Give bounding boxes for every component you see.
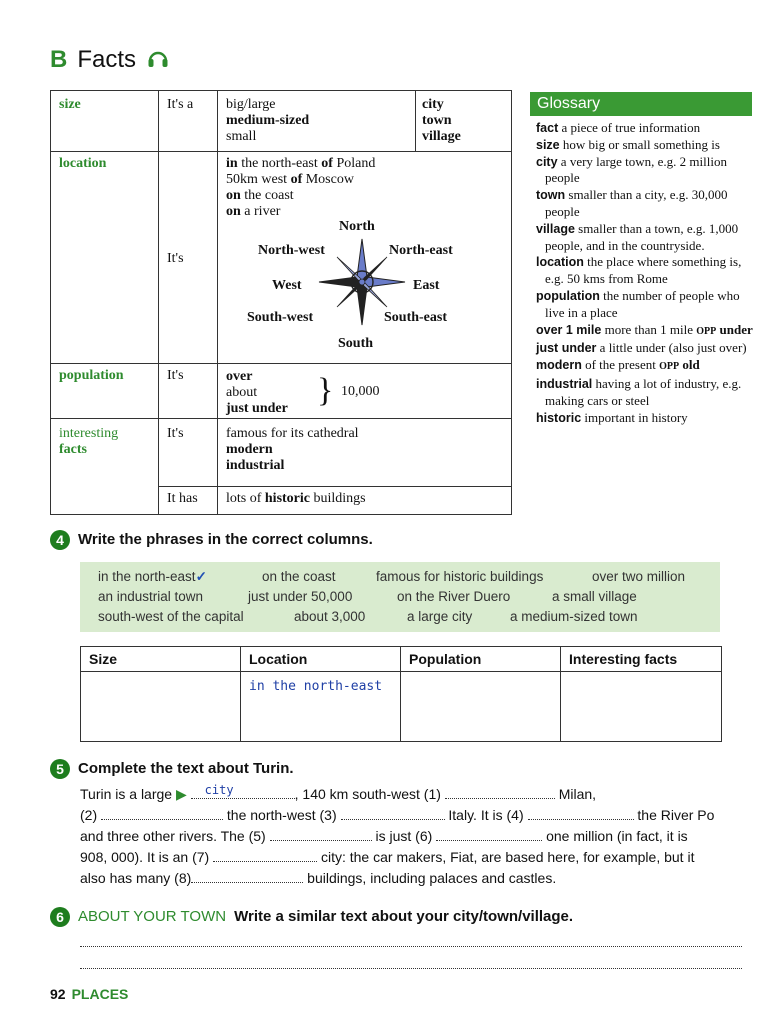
- opposite-marker: OPP: [659, 361, 680, 373]
- check-icon: ✓: [195, 569, 207, 584]
- column-size: Size: [89, 651, 118, 667]
- glossary-item: [536, 254, 756, 288]
- verb-its-a: It's a: [167, 97, 194, 112]
- glossary-term: city: [536, 154, 558, 169]
- phrase[interactable]: just under 50,000: [248, 589, 353, 604]
- fact-option: modern: [226, 442, 273, 457]
- glossary-title: Glossary: [530, 92, 752, 116]
- compass-south: South: [338, 336, 374, 351]
- noun-city: city: [422, 97, 444, 112]
- glossary-term: size: [536, 137, 560, 152]
- compass-north-west: North-west: [258, 243, 325, 258]
- glossary-item: [536, 376, 756, 410]
- location-line: in the north-east of Poland: [226, 156, 376, 171]
- glossary-definition: important in history: [584, 409, 688, 425]
- glossary-definition: of the present: [585, 357, 656, 373]
- answer-gap[interactable]: [436, 828, 542, 841]
- glossary-definition: how big or small something is: [562, 136, 720, 152]
- compass-rose-icon: [317, 237, 407, 332]
- glossary-item: [536, 120, 756, 137]
- phrase[interactable]: an industrial town: [98, 589, 204, 604]
- category-population: population: [59, 368, 124, 383]
- fact-option-historic: lots of historic buildings: [226, 491, 366, 506]
- glossary-list: [536, 120, 756, 426]
- compass-south-east: South-east: [384, 310, 448, 325]
- exercise-instruction: Write the phrases in the correct columns.: [78, 531, 373, 549]
- glossary-term: population: [536, 288, 600, 303]
- phrase[interactable]: about 3,000: [294, 609, 366, 624]
- exercise-instruction: Write a similar text about your city/town/village.: [234, 908, 574, 926]
- glossary-definition: smaller than a town, e.g. 1,000 people, and in the countryside.: [545, 220, 739, 253]
- glossary-definition: a little under (also just over): [599, 340, 747, 356]
- compass-east: East: [413, 278, 440, 293]
- compass-north: North: [339, 219, 375, 234]
- answer-gap[interactable]: [528, 807, 634, 820]
- turin-text: Turin is a large ▶ city , 140 km south-west (1) Milan, (2) the north-west (3) Italy. It is (4) the River Po and three other rivers. The (5) is just (6) one million (in fact, it is 908, 000). It is an (7) city: the car makers, Fiat, are based here, for example, but it also has many (8) buildings, including palaces and castles.: [80, 783, 715, 886]
- phrase[interactable]: over two million: [592, 569, 686, 584]
- compass-south-west: South-west: [247, 310, 314, 325]
- glossary-definition: the place where something is, e.g. 50 kms from Rome: [545, 254, 742, 287]
- page-footer: [50, 986, 128, 1002]
- answer-gap[interactable]: [101, 807, 223, 820]
- phrase[interactable]: famous for historic buildings: [376, 569, 544, 584]
- glossary-item: [536, 357, 756, 376]
- verb-its: It's: [167, 426, 184, 441]
- size-option: big/large: [226, 97, 276, 112]
- glossary-term: location: [536, 255, 584, 270]
- category-interesting: interesting: [59, 426, 119, 441]
- category-size: size: [59, 97, 81, 112]
- writing-line[interactable]: [80, 968, 742, 969]
- opposite-word: under: [719, 321, 753, 337]
- size-option: medium-sized: [226, 113, 310, 128]
- phrase-box: [80, 562, 720, 632]
- location-lines: [226, 156, 375, 220]
- opposite-marker: OPP: [696, 325, 717, 337]
- section-letter: B: [50, 46, 68, 73]
- exercise-4-heading: [50, 530, 373, 550]
- phrase[interactable]: south-west of the capital: [98, 609, 244, 624]
- glossary-definition: the number of people who live in a place: [545, 287, 740, 320]
- size-nouns: [422, 97, 461, 145]
- glossary-term: village: [536, 221, 575, 236]
- location-line: on a river: [226, 204, 281, 219]
- glossary-item: [536, 187, 756, 221]
- compass-north-east: North-east: [389, 243, 453, 258]
- glossary-term: just under: [536, 341, 597, 356]
- exercise-label: ABOUT YOUR TOWN: [78, 908, 227, 926]
- facts-options: [226, 426, 359, 474]
- column-interesting-facts: Interesting facts: [569, 651, 678, 667]
- glossary-item: [536, 154, 756, 188]
- brace: }: [317, 372, 334, 409]
- noun-town: town: [422, 113, 452, 128]
- answer-gap[interactable]: [270, 828, 372, 841]
- answer-gap[interactable]: city: [191, 786, 295, 799]
- glossary-term: town: [536, 188, 566, 203]
- section-title: Facts: [77, 46, 137, 73]
- opposite-word: old: [682, 357, 700, 373]
- answer-gap[interactable]: [191, 870, 303, 883]
- glossary-definition: a piece of true information: [561, 120, 701, 135]
- section-name: PLACES: [71, 986, 129, 1002]
- exercise-number: 6: [50, 907, 70, 927]
- phrase[interactable]: on the coast: [262, 569, 336, 584]
- verb-its: It's: [167, 251, 184, 266]
- glossary-term: fact: [536, 121, 559, 135]
- verb-it-has: It has: [167, 491, 198, 506]
- glossary-definition: smaller than a city, e.g. 30,000 people: [545, 187, 728, 219]
- glossary-item: [536, 288, 756, 322]
- section-heading: [50, 46, 169, 75]
- population-option: about: [226, 385, 258, 400]
- noun-village: village: [422, 129, 461, 144]
- fact-option: industrial: [226, 458, 285, 473]
- exercise-6-heading: [50, 907, 573, 927]
- exercise-number: 4: [50, 530, 70, 550]
- glossary-definition: having a lot of industry, e.g. making cars or steel: [545, 375, 742, 408]
- page-number: 92: [50, 986, 66, 1002]
- fact-option: famous for its cathedral: [226, 426, 359, 441]
- glossary-item: [536, 322, 756, 341]
- phrase[interactable]: in the north-east✓: [98, 569, 207, 584]
- answer-gap[interactable]: [445, 786, 555, 799]
- location-line: 50km west of Moscow: [226, 172, 354, 187]
- phrase[interactable]: a medium-sized town: [510, 609, 638, 624]
- phrase[interactable]: on the River Duero: [397, 589, 511, 604]
- category-facts: facts: [59, 442, 87, 457]
- facts-table: [50, 90, 512, 515]
- glossary-item: [536, 410, 756, 427]
- glossary-term: historic: [536, 410, 582, 425]
- glossary-term: industrial: [536, 376, 593, 391]
- column-population: Population: [409, 651, 482, 667]
- glossary-definition: a very large town, e.g. 2 million people: [545, 153, 727, 186]
- glossary-definition: more than 1 mile: [604, 321, 694, 337]
- answer-gap[interactable]: [341, 807, 445, 820]
- glossary-term: over 1 mile: [536, 322, 602, 337]
- answer-gap[interactable]: [213, 849, 317, 862]
- exercise-number: 5: [50, 759, 70, 779]
- glossary-item: [536, 340, 756, 357]
- population-value: 10,000: [341, 384, 380, 399]
- compass-west: West: [272, 278, 302, 293]
- phrase[interactable]: a small village: [552, 589, 637, 604]
- population-option: over: [226, 369, 253, 384]
- writing-line[interactable]: [80, 946, 742, 947]
- column-location: Location: [249, 651, 308, 667]
- play-arrow-icon: ▶: [175, 786, 187, 802]
- category-location: location: [59, 156, 107, 171]
- location-line: on the coast: [226, 188, 294, 203]
- handwritten-answer[interactable]: in the north-east: [249, 679, 383, 694]
- size-option: small: [226, 129, 257, 144]
- exercise-instruction: Complete the text about Turin.: [78, 760, 294, 778]
- headphones-icon[interactable]: [147, 47, 169, 75]
- glossary-term: modern: [536, 358, 582, 373]
- glossary-item: [536, 221, 756, 255]
- columns-table: [80, 646, 722, 742]
- exercise-5-heading: [50, 759, 294, 779]
- population-options: [226, 369, 288, 417]
- glossary-item: [536, 137, 756, 154]
- verb-its: It's: [167, 368, 184, 383]
- size-options: [226, 97, 309, 145]
- population-option: just under: [226, 401, 288, 416]
- phrase[interactable]: a large city: [407, 609, 473, 624]
